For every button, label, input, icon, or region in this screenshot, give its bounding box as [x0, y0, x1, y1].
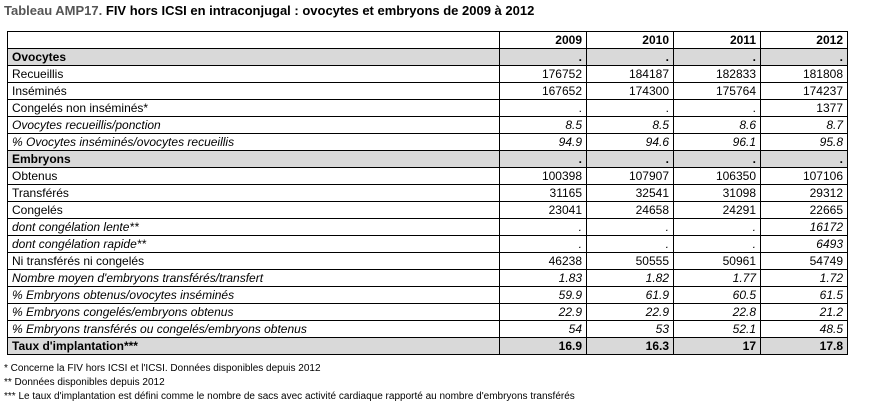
row-value: .	[587, 236, 674, 253]
section-row	[8, 49, 848, 66]
row-value: 176752	[500, 66, 587, 83]
row-value: 61.9	[587, 287, 674, 304]
row-value: 17.8	[761, 338, 848, 355]
row-label: % Embryons congelés/embryons obtenus	[8, 304, 500, 321]
row-value: 181808	[761, 66, 848, 83]
row-value: .	[500, 49, 587, 66]
row-value: 24291	[674, 202, 761, 219]
row-value: 31165	[500, 185, 587, 202]
row-value: 94.9	[500, 134, 587, 151]
row-value: 1.82	[587, 270, 674, 287]
row-value: 106350	[674, 168, 761, 185]
row-label: Recueillis	[8, 66, 500, 83]
table-row	[8, 304, 848, 321]
row-value: 24658	[587, 202, 674, 219]
table-row	[8, 270, 848, 287]
row-value: 17	[674, 338, 761, 355]
row-value: .	[500, 151, 587, 168]
row-label: Embryons	[8, 151, 500, 168]
row-value: 22665	[761, 202, 848, 219]
table-row	[8, 236, 848, 253]
row-value: 184187	[587, 66, 674, 83]
row-value: 8.7	[761, 117, 848, 134]
row-label: Inséminés	[8, 83, 500, 100]
year-header: 2011	[674, 32, 761, 49]
row-label: Nombre moyen d'embryons transférés/transfert	[8, 270, 500, 287]
total-row	[8, 338, 848, 355]
row-value: 8.5	[587, 117, 674, 134]
footnote: *** Le taux d'implantation est défini comme le nombre de sacs avec activité cardiaque rapporté au nombre d'embryons transférés	[4, 391, 575, 402]
row-value: .	[587, 219, 674, 236]
header-label-cell	[8, 32, 500, 49]
row-value: .	[587, 49, 674, 66]
row-value: 54749	[761, 253, 848, 270]
row-value: 16.3	[587, 338, 674, 355]
row-value: 94.6	[587, 134, 674, 151]
row-value: 52.1	[674, 321, 761, 338]
row-label: % Embryons obtenus/ovocytes inséminés	[8, 287, 500, 304]
year-header: 2012	[761, 32, 848, 49]
table-row	[8, 253, 848, 270]
row-value: 29312	[761, 185, 848, 202]
row-value: .	[761, 151, 848, 168]
data-table	[7, 31, 848, 355]
row-value: 6493	[761, 236, 848, 253]
row-value: 175764	[674, 83, 761, 100]
table-row	[8, 185, 848, 202]
row-value: .	[674, 49, 761, 66]
row-value: 59.9	[500, 287, 587, 304]
table-row	[8, 117, 848, 134]
row-label: Congelés non inséminés*	[8, 100, 500, 117]
row-value: .	[674, 219, 761, 236]
table-title	[4, 3, 534, 18]
footnotes	[4, 362, 575, 404]
row-value: 21.2	[761, 304, 848, 321]
row-label: Transférés	[8, 185, 500, 202]
header-row	[8, 32, 848, 49]
row-value: 1.77	[674, 270, 761, 287]
table-row	[8, 287, 848, 304]
row-value: 50961	[674, 253, 761, 270]
row-value: .	[500, 219, 587, 236]
row-value: 32541	[587, 185, 674, 202]
row-value: 31098	[674, 185, 761, 202]
table-row	[8, 100, 848, 117]
row-value: .	[674, 151, 761, 168]
table-body	[8, 32, 848, 355]
row-value: 8.5	[500, 117, 587, 134]
table-title-text: FIV hors ICSI en intraconjugal : ovocytes et embryons de 2009 à 2012	[105, 3, 535, 18]
row-label: Ni transférés ni congelés	[8, 253, 500, 270]
row-value: 54	[500, 321, 587, 338]
row-value: 182833	[674, 66, 761, 83]
row-value: .	[587, 151, 674, 168]
row-label: Obtenus	[8, 168, 500, 185]
row-label: % Embryons transférés ou congelés/embryons obtenus	[8, 321, 500, 338]
row-value: 107106	[761, 168, 848, 185]
row-value: .	[500, 236, 587, 253]
row-value: 1.83	[500, 270, 587, 287]
section-row	[8, 151, 848, 168]
footnote: ** Données disponibles depuis 2012	[4, 377, 165, 388]
row-value: 22.9	[500, 304, 587, 321]
row-value: .	[674, 100, 761, 117]
row-value: 22.9	[587, 304, 674, 321]
table-row	[8, 134, 848, 151]
row-value: 46238	[500, 253, 587, 270]
row-value: 174237	[761, 83, 848, 100]
row-value: 23041	[500, 202, 587, 219]
row-value: 107907	[587, 168, 674, 185]
row-value: 53	[587, 321, 674, 338]
row-value: 50555	[587, 253, 674, 270]
table-row	[8, 66, 848, 83]
year-header: 2009	[500, 32, 587, 49]
row-value: 95.8	[761, 134, 848, 151]
row-value: 22.8	[674, 304, 761, 321]
row-value: 1377	[761, 100, 848, 117]
row-value: .	[674, 236, 761, 253]
row-label: Ovocytes	[8, 49, 500, 66]
row-label: dont congélation lente**	[8, 219, 500, 236]
row-value: 8.6	[674, 117, 761, 134]
row-value: 100398	[500, 168, 587, 185]
row-value: 16.9	[500, 338, 587, 355]
row-value: 167652	[500, 83, 587, 100]
footnote: * Concerne la FIV hors ICSI et l'ICSI. Données disponibles depuis 2012	[4, 363, 321, 374]
row-label: dont congélation rapide**	[8, 236, 500, 253]
table-row	[8, 321, 848, 338]
row-label: Ovocytes recueillis/ponction	[8, 117, 500, 134]
row-label: % Ovocytes inséminés/ovocytes recueillis	[8, 134, 500, 151]
table-row	[8, 168, 848, 185]
row-value: 174300	[587, 83, 674, 100]
row-value: 48.5	[761, 321, 848, 338]
row-label: Taux d'implantation***	[8, 338, 500, 355]
table-row	[8, 202, 848, 219]
row-value: 61.5	[761, 287, 848, 304]
row-value: 96.1	[674, 134, 761, 151]
year-header: 2010	[587, 32, 674, 49]
row-label: Congelés	[8, 202, 500, 219]
table-row	[8, 83, 848, 100]
row-value: 16172	[761, 219, 848, 236]
row-value: 60.5	[674, 287, 761, 304]
row-value: .	[587, 100, 674, 117]
row-value: .	[761, 49, 848, 66]
table-number: Tableau AMP17.	[4, 3, 103, 18]
row-value: 1.72	[761, 270, 848, 287]
table-row	[8, 219, 848, 236]
row-value: .	[500, 100, 587, 117]
